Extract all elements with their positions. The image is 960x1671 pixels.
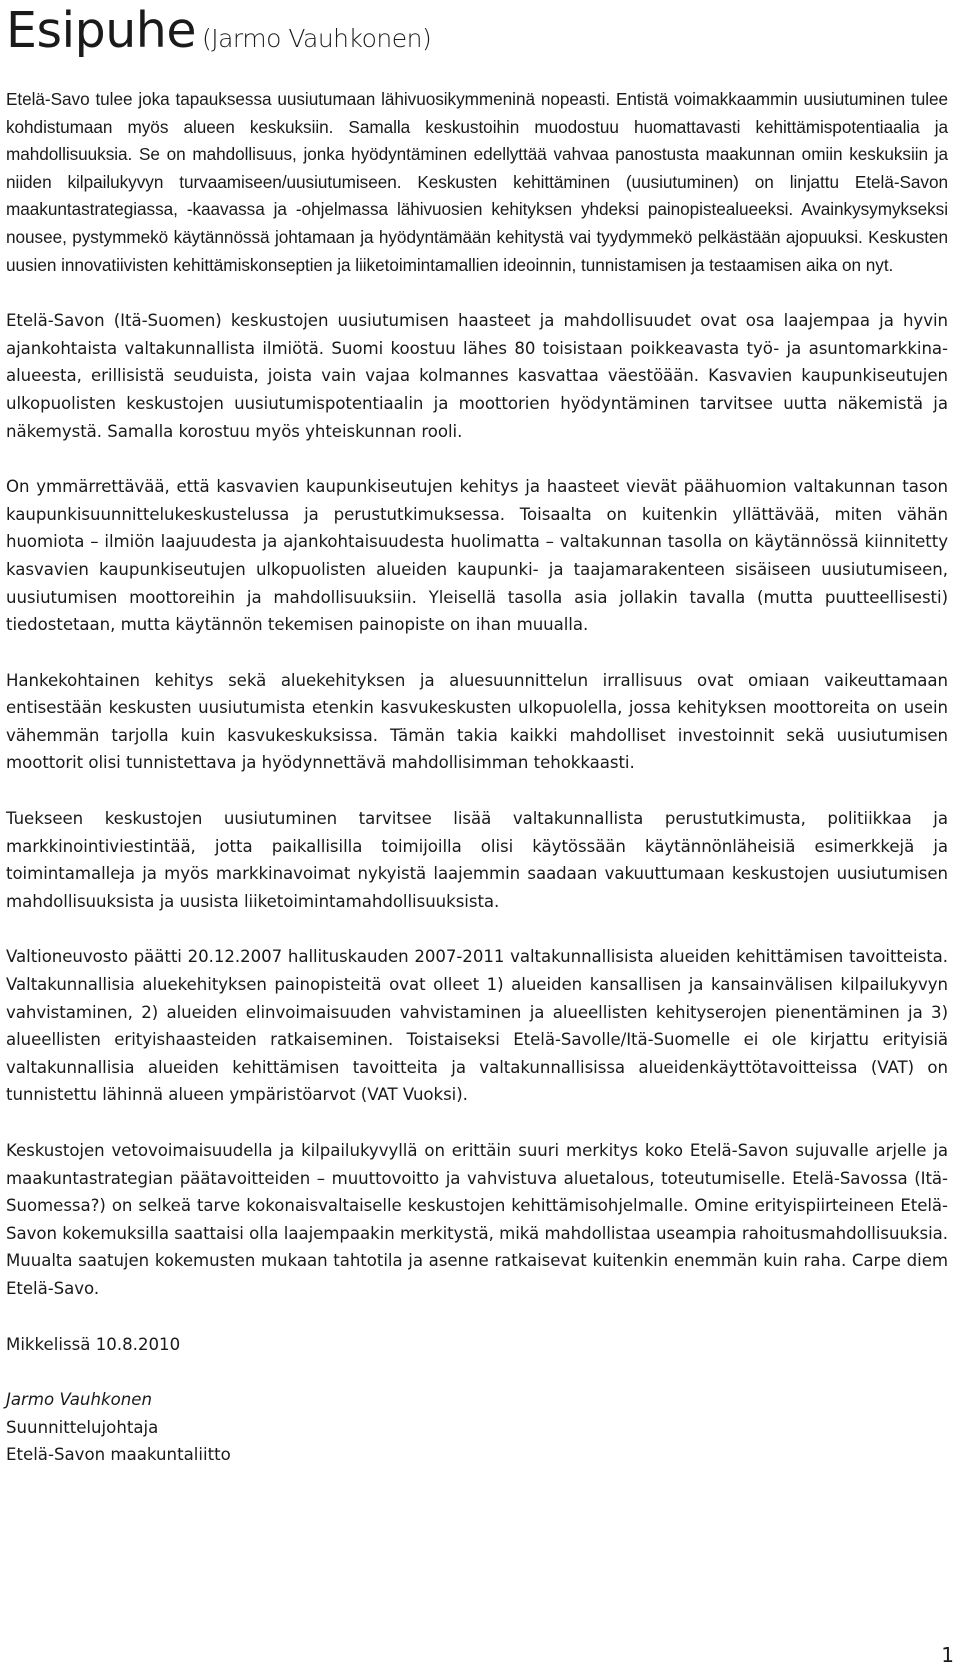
paragraph-1: Etelä-Savo tulee joka tapauksessa uusiutumaan lähivuosikymmeninä nopeasti. Entistä voimakkaammin uusiutuminen tulee kohdistumaan myös alueen keskuksiin. Samalla keskustoihin muodostuu huomattavasti kehittämispotentiaalia ja mahdollisuuksia. Se on mahdollisuus, jonka hyödyntäminen edellyttää vahvaa panostusta maakunnan omiin keskuksiin ja niiden kilpailukyvyn turvaamiseen/uusiutumiseen. Keskusten kehittäminen (uusiutuminen) on linjattu Etelä-Savon maakuntastrategiassa, -kaavassa ja -ohjelmassa lähivuosien kehityksen yhdeksi painopistealueeksi. Avainkysymykseksi nousee, pystymmekö käytännössä johtamaan ja hyödyntämään kehitystä vai tyydymmekö pelkästään ajopuuksi. Keskusten uusien innovatiivisten kehittämiskonseptien ja liiketoimintamallien ideoinnin, tunnistamisen ja testaamisen aika on nyt.: [6, 89, 948, 275]
paragraph-6: Valtioneuvosto päätti 20.12.2007 hallituskauden 2007-2011 valtakunnallisista alueiden kehittämisen tavoitteista. Valtakunnallisia aluekehityksen painopisteitä ovat olleet 1) alueiden kansallisen ja kansainvälisen kilpailukyvyn vahvistaminen, 2) alueiden elinvoimaisuuden vahvistaminen ja alueellisten kehityserojen pienentäminen ja 3) alueellisten erityishaasteiden ratkaiseminen. Toistaiseksi Etelä-Savolle/Itä-Suomelle ei ole kirjattu erityisiä valtakunnallisia alueiden kehittämisen tavoitteita ja valtakunnallisissa alueidenkäyttötavoitteissa (VAT) on tunnistettu lähinnä alueen ympäristöarvot (VAT Vuoksi).: [6, 947, 948, 1105]
paragraph-7: Keskustojen vetovoimaisuudella ja kilpailukyvyllä on erittäin suuri merkitys koko Etelä-Savon sujuvalle arjelle ja maakuntastrategian päätavoitteiden – muuttovoitto ja vahvistuva aluetalous, toteutumiselle. Etelä-Savossa (Itä-Suomessa?) on selkeä tarve kokonaisvaltaiselle keskustojen kehittämisohjelmalle. Omine erityispiirteineen Etelä-Savon kokemuksilla saattaisi olla laajempaakin merkitystä, mikä mahdollistaa useampia rahoitusmahdollisuuksia. Muualta saatujen kokemusten mukaan tahtotila ja asenne ratkaisevat kuitenkin enemmän kuin raha. Carpe diem Etelä-Savo.: [6, 1141, 948, 1298]
page-title: [6, 2, 431, 59]
title-main: Esipuhe: [6, 2, 196, 59]
paragraph-2: Etelä-Savon (Itä-Suomen) keskustojen uusiutumisen haasteet ja mahdollisuudet ovat osa laajempaa ja hyvin ajankohtaista valtakunnallista ilmiötä. Suomi koostuu lähes 80 toisistaan poikkeavasta työ- ja asuntomarkkina-alueesta, erillisistä seuduista, joista vain vajaa kolmannes kasvattaa väestöään. Kasvavien kaupunkiseutujen ulkopuolisten keskustojen uusiutumispotentiaalin ja moottorien hyödyntäminen tarvitsee uutta näkemistä ja näkemystä. Samalla korostuu myös yhteiskunnan rooli.: [6, 311, 948, 441]
signer-organization: Etelä-Savon maakuntaliitto: [6, 1445, 231, 1465]
signer-position: Suunnittelujohtaja: [6, 1417, 159, 1437]
place-date: Mikkelissä 10.8.2010: [6, 1334, 181, 1354]
paragraph-3: On ymmärrettävää, että kasvavien kaupunkiseutujen kehitys ja haasteet vievät päähuomion valtakunnan tason kaupunkisuunnittelukeskustelussa ja perustutkimuksessa. Toisaalta on kuitenkin yllättävää, miten vähän huomiota – ilmiön laajuudesta ja ajankohtaisuudesta huolimatta – valtakunnan tasolla on käytännössä kiinnitetty kasvavien kaupunkiseutujen ulkopuolisten alueiden kaupunki- ja taajamarakenteen sisäiseen uusiutumiseen, uusiutumisen moottoreihin ja mahdollisuuksiin. Yleisellä tasolla asia jollakin tavalla (mutta puutteellisesti) tiedostetaan, mutta käytännön tekemisen painopiste on ihan muualla.: [6, 477, 948, 635]
paragraph-5: Tuekseen keskustojen uusiutuminen tarvitsee lisää valtakunnallista perustutkimusta, politiikkaa ja markkinointiviestintää, jotta paikallisilla toimijoilla olisi käytössään käytännönläheisiä esimerkkejä ja toimintamalleja ja myös markkinavoimat nykyistä laajemmin saadaan vakuuttumaan keskustojen uusiutumisen mahdollisuuksista ja uusista liiketoimintamahdollisuuksista.: [6, 809, 948, 911]
signature-block: [6, 1386, 948, 1469]
title-author: (Jarmo Vauhkonen): [201, 24, 432, 53]
page-number: 1: [941, 1643, 954, 1667]
document-body: [6, 86, 948, 1469]
paragraph-4: Hankekohtainen kehitys sekä aluekehityksen ja aluesuunnittelun irrallisuus ovat omiaan vaikeuttamaan entisestään keskusten uusiutumista etenkin kasvukeskusten ulkopuolella, jossa kehityksen moottoreita on usein vähemmän tarjolla kuin kasvukeskuksissa. Tämän takia kaikki mahdolliset investoinnit sekä uusiutumisen moottorit olisi tunnistettava ja hyödynnettävä mahdollisimman tehokkaasti.: [6, 670, 948, 773]
signer-name: Jarmo Vauhkonen: [6, 1390, 152, 1410]
